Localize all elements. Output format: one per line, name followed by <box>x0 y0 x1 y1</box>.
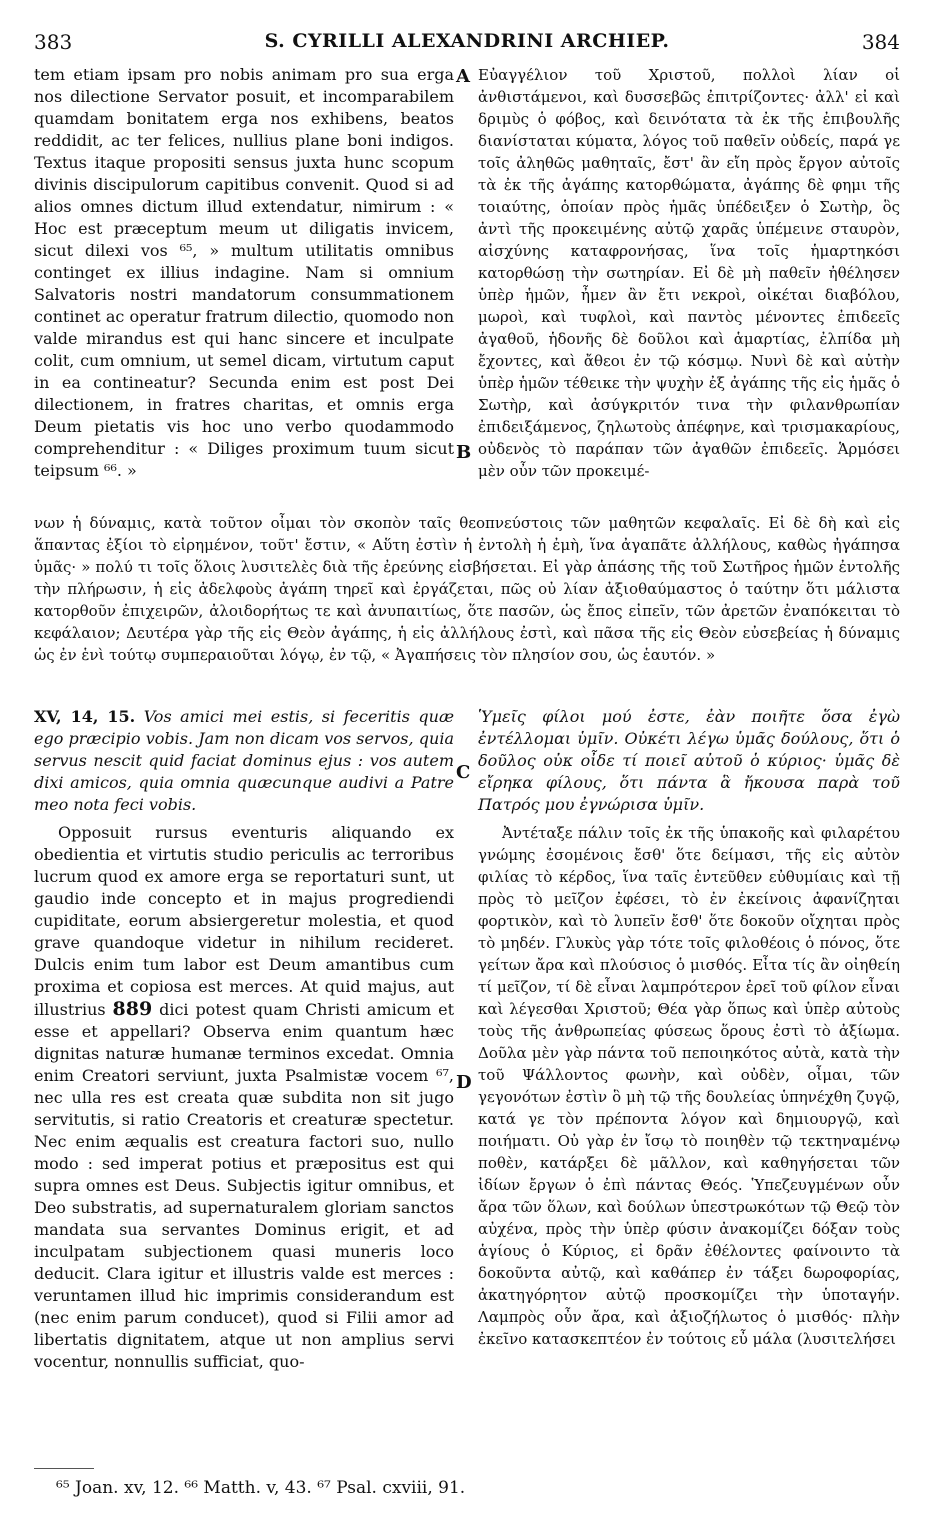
greek-fullwidth-text <box>34 512 900 666</box>
latin-column-top <box>34 64 454 482</box>
margin-marker-d: D <box>456 1072 472 1093</box>
margin-marker-a: A <box>456 66 470 87</box>
page-number-right: 384 <box>861 30 900 54</box>
greek-commentary: Ἀντέταξε πάλιν τοῖς ἐκ τῆς ὑπακοῆς καὶ φιλαρέτου γνώμης ἐσομένοις ἔσθ' ὅτε δείμασι, τῆς εἰς αὐτὸν φιλίας τὸ κέρδος, ἵνα ταῖς ἐντεῦθεν εὐθυμίαις καὶ τῇ πρὸς τὸ μεῖζον ἐφέσει, τὸ ἐν ἐκείνοις ἀφανίζηται φορτικὸν, καὶ τὸ λυπεῖν ἔσθ' ὅτε δοκοῦν οἴχηται πρὸς τὸ μηδέν. Γλυκὺς γὰρ τότε τοῖς φιλοθέοις ὁ πόνος, ὅτε γείτων ἄρα καὶ πλούσιος ὁ μισθός. Εἶτα τίς ἂν οἰηθείη τί μεῖζον, τί δὲ εἶναι λαμπρότερον ἐρεῖ τοῦ φίλον εἶναι καὶ λέγεσθαι Χριστοῦ; Θέα γὰρ ὅπως καὶ ὑπὲρ αὐτοὺς τοὺς τῆς ἀνθρωπείας φύσεως ὅρους ἐστὶ τὸ ἀξίωμα. Δοῦλα μὲν γὰρ πάντα τοῦ πεποιηκότος αὐτὰ, κατὰ τὴν τοῦ Ψάλλοντος φωνὴν, καὶ οὐδὲν, οἶμαι, τῶν γεγονότων ἐστὶν ὃ μὴ τῷ τῆς δουλείας ὑπηνέχθη ζυγῷ, κατά γε τὸν πρέποντα λόγον καὶ δημιουργῷ, καὶ ποιήματι. Οὐ γὰρ ἐν ἴσῳ τὸ ποιηθὲν τῷ τεκτηναμένῳ ποθὲν, κατάρξει δὲ μᾶλλον, καὶ καθηγήσεται τῶν ἰδίων ἔργων ὁ ἐπὶ πάντας Θεός. Ὑπεζευγμένων οὖν ἄρα τῶν ὅλων, καὶ δούλων ὑπεστρωκότων τῷ Θεῷ τὸν αὐχένα, πρὸς τὴν ὑπὲρ φύσιν ἀνακομίζει δόξαν τοὺς ἁγίους ὁ Κύριος, εἰ δρᾶν ἐθέλοντες φαίνοιντο τὰ δοκοῦντα αὐτῷ, καὶ καθάπερ ἐν τάξει δωροφορίας, ἀκατηγόρητον αὐτῷ προσκομίζει τὴν ὑποταγήν. Λαμπρὸς οὖν ἄρα, καὶ ἀξιοζήλωτος ὁ μισθός· πλὴν ἐκεῖνο κατασκεπτέον ἐν τούτοις εὖ μάλα (λυσιτελήσει <box>478 824 900 1348</box>
latin-verse-text: Vos amici mei estis, si feceritis quæ ego præcipio vobis. Jam non dicam vos servos, quia servus nescit quid faciat dominus ejus : vos autem dixi amicos, quia omnia quæcunque audivi a Patre meo nota feci vobis. <box>34 707 455 814</box>
greek-column-bottom <box>478 706 900 1350</box>
latin-column-bottom <box>34 706 454 1373</box>
page-header <box>34 30 900 58</box>
greek-paragraph-top: Εὐαγγέλιον τοῦ Χριστοῦ, πολλοὶ λίαν οἱ ἀνθιστάμενοι, καὶ δυσσεβῶς ἐπιτρίζοντες· ἀλλ' εἰ καὶ δριμὺς ὁ φόβος, καὶ δεινότατα τὰ ἐκ τῆς ἐπιβουλῆς διανίσταται κύματα, λόγος τοῦ παθεῖν οὐδείς, παρά γε τοῖς ἀληθῶς μαθηταῖς, ἔστ' ἂν εἴη πρὸς ἔργον αὐτοῖς τὰ ἐκ τῆς ἀγάπης κατορθώματα, ἀγάπης δὲ φημι τῆς τοιαύτης, ὁποίαν πρὸς ἡμᾶς ὑπέδειξεν ὁ Σωτὴρ, ὃς ἀντὶ τῆς προκειμένης αὐτῷ χαρᾶς ὑπέμεινε σταυρὸν, αἰσχύνης καταφρονήσας, ἵνα τοῖς ἡμαρτηκόσι κατορθώσῃ τὴν σωτηρίαν. Εἰ δὲ μὴ παθεῖν ἠθέλησεν ὑπὲρ ἡμῶν, ἦμεν ἂν ἔτι νεκροὶ, οἰκέται διαβόλου, μωροὶ, καὶ τυφλοὶ, καὶ παντὸς μένοντες ἐπιδεεῖς ἀγαθοῦ, ἡδονῆς δὲ δοῦλοι καὶ ἁμαρτίας, ἐλπίδα μὴ ἔχοντες, καὶ ἄθεοι ἐν τῷ κόσμῳ. Νυνὶ δὲ καὶ αὐτὴν ὑπὲρ ἡμῶν τέθεικε τὴν ψυχὴν ἐξ ἀγάπης τῆς εἰς ἡμᾶς ὁ Σωτὴρ, καὶ ἀσύγκριτόν τινα τὴν φιλανθρωπίαν ἐπιδειξάμενος, ζηλωτοὺς ἀπέφηνε, καὶ τρισμακαρίους, οὐδενὸς τὸ παράπαν τῶν ἀγαθῶν ἐπιδεεῖς. Ἁρμόσει μὲν οὖν τῶν προκειμέ- <box>478 66 900 480</box>
latin-commentary-part-a: Opposuit rursus eventuris aliquando ex obedientia et virtutis studio periculis ac terroribus lucrum quod ex amore erga se reportaturi sunt, ut gaudio inde concepto et in majus progrediendi cupiditate, eorum absiergeretur molestia, et quod grave quandoque videtur in nihilum recideret. Dulcis enim tum labor est Deum amantibus cum proxima et copiosa est merces. At quid majus, aut illustrius <box>34 823 454 1019</box>
column-number: 889 <box>112 998 153 1020</box>
footnote-separator <box>34 1468 94 1469</box>
margin-marker-b: B <box>456 442 472 463</box>
footnotes: ⁶⁵ Joan. xv, 12. ⁶⁶ Matth. v, 43. ⁶⁷ Psal. cxviii, 91. <box>56 1478 466 1498</box>
verse-reference: XV, 14, 15. <box>34 707 136 726</box>
running-title: S. CYRILLI ALEXANDRINI ARCHIEP. <box>264 30 670 52</box>
greek-column-top <box>478 64 900 482</box>
greek-verse: Ὑμεῖς φίλοι μού ἐστε, ἐὰν ποιῆτε ὅσα ἐγὼ ἐντέλλομαι ὑμῖν. Οὐκέτι λέγω ὑμᾶς δούλους, ὅτι ὁ δοῦλος οὐκ οἶδε τί ποιεῖ αὐτοῦ ὁ κύριος· ὑμᾶς δὲ εἴρηκα φίλους, ὅτι πάντα ἃ ἤκουσα παρὰ τοῦ Πατρός μου ἐγνώρισα ὑμῖν. <box>478 707 900 814</box>
margin-marker-c: C <box>456 762 471 783</box>
latin-commentary <box>34 822 454 1373</box>
latin-verse <box>34 706 454 816</box>
greek-fullwidth-paragraph: νων ἡ δύναμις, κατὰ τοῦτον οἶμαι τὸν σκοπὸν ταῖς θεοπνεύστοις τῶν μαθητῶν κεφαλαῖς. Εἰ δὲ δὴ καὶ εἰς ἅπαντας ἐξίοι τὸ εἰρημένον, τοῦτ' ἔστιν, « Αὕτη ἐστὶν ἡ ἐντολὴ ἡ ἐμὴ, ἵνα ἀγαπᾶτε ἀλλήλους, καθὼς ἠγάπησα ὑμᾶς· » πολύ τι τοῖς ὅλοις λυσιτελὲς διὰ τῆς ἐρεύνης εἰσβήσεται. Εἰ γὰρ ἁπάσης τῆς τοῦ Σωτῆρος ἡμῶν ἐντολῆς τὴν πλήρωσιν, ἡ εἰς ἀδελφοὺς ἀγάπη τηρεῖ καὶ ἐργάζεται, πῶς οὐ λίαν ἀξιοθαύμαστος ὁ ταύτην ὅτι μάλιστα κατορθοῦν ἐπιχειρῶν, ἀλοιδορήτως τε καὶ ἀνυπαιτίως, ὅτε πασῶν, ὡς ἔπος εἰπεῖν, τῶν ἀρετῶν ἐναπόκειται τὸ κεφάλαιον; Δευτέρα γὰρ τῆς εἰς Θεὸν ἀγάπης, ἡ εἰς ἀλλήλους ἐστὶ, καὶ πᾶσα τῆς εἰς Θεὸν εὐσεβείας ἡ δύναμις ὡς ἐν ἑνὶ τούτῳ συμπεραιοῦται λόγῳ, ἐν τῷ, « Ἀγαπήσεις τὸν πλησίον σου, ὡς ἑαυτόν. » <box>34 514 900 664</box>
page-number-left: 383 <box>34 30 73 54</box>
latin-commentary-part-b: dici potest quam Christi amicum et esse et appellari? Observa enim quantum hæc dignitas naturæ humanæ terminos excedat. Omnia enim Creatori serviunt, juxta Psalmistæ vocem ⁶⁷, nec ulla res est creata quæ subdita non sit jugo servitutis, si ratio Creatoris et creaturæ spectetur. Nec enim æqualis est creatura factori suo, nullo modo : sed imperat potius et præpositus est qui supra omnes est Deus. Subjectis igitur omnibus, et Deo substratis, ad supernaturalem gloriam sanctos mandata sua servantes Dominus erigit, et ad inculpatam subjectionem quasi muneris loco deducit. Clara igitur et illustris valde est merces : veruntamen illud hic imprimis considerandum est (nec enim parum conducet), quod si Filii amor ad libertatis dignitatem, atque ut non amplius servi vocentur, nonnullis sufficiat, quo- <box>34 1000 454 1371</box>
latin-paragraph-top: tem etiam ipsam pro nobis animam pro sua erga nos dilectione Servator posuit, et incomparabilem quamdam bonitatem erga nos exhibens, beatos reddidit, ac ter felices, nullius plane boni indigos. Textus itaque propositi sensus juxta hunc scopum divinis discipulorum capitibus convenit. Quod si ad alios omnes dictum illud extendatur, nimirum : « Hoc est præceptum meum ut diligatis invicem, sicut dilexi vos ⁶⁵, » multum utilitatis omnibus continget ex illius indagine. Nam si omnium Salvatoris nostri mandatorum consummationem continet ac operatur fratrum dilectio, quomodo non valde mirandus est qui hanc sincere et inculpate colit, cum omnium, ut semel dicam, virtutum caput in ea contineatur? Secunda enim est post Dei dilectionem, in fratres charitas, et omnis erga Deum pietatis vis hoc uno verbo quodammodo comprehenditur : « Diliges proximum tuum sicut teipsum ⁶⁶. » <box>34 65 454 480</box>
